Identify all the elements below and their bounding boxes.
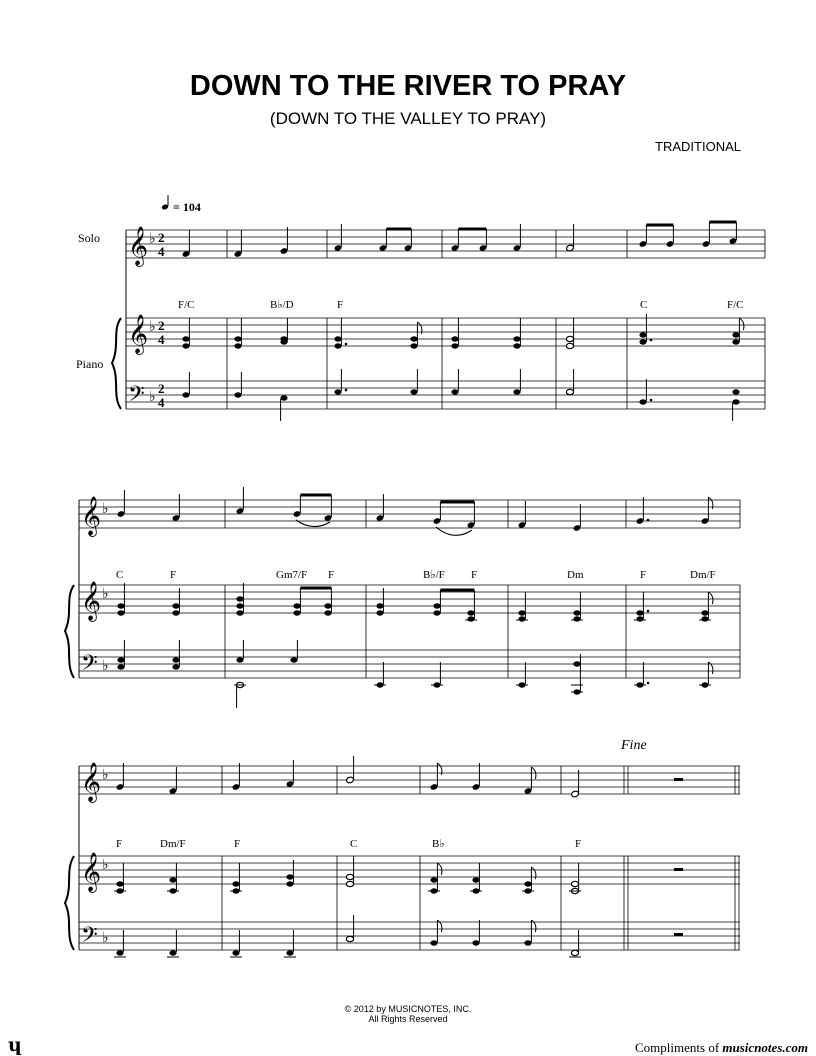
- chord-symbols: [116, 569, 716, 581]
- flat-key-icon: ♭: [102, 858, 109, 873]
- chord-symbol: B♭/F: [423, 569, 445, 581]
- song-title: DOWN TO THE RIVER TO PRAY: [189, 70, 627, 102]
- piano-bass-staff: [126, 381, 765, 409]
- svg-text:2: 2: [158, 230, 165, 245]
- chord-symbol: Gm7/F: [276, 569, 308, 581]
- piano-treble-notes: [117, 583, 713, 622]
- chord-symbol: F: [116, 838, 123, 850]
- chord-symbol: B♭: [432, 838, 445, 850]
- treble-clef-icon: 𝄞: [81, 764, 102, 801]
- compliments-prefix: Compliments of: [635, 1040, 723, 1055]
- grand-staff-brace: [65, 856, 74, 950]
- flat-key-icon: ♭: [102, 659, 109, 674]
- svg-text:2: 2: [158, 381, 165, 396]
- compliments-site: musicnotes.com: [722, 1040, 808, 1055]
- bass-clef-icon: 𝄢: [128, 382, 145, 411]
- barlines: [227, 230, 765, 409]
- svg-text:2: 2: [158, 318, 165, 333]
- chord-symbol: F: [471, 569, 478, 581]
- half-rest-icon: [674, 778, 683, 781]
- solo-label: Solo: [78, 231, 101, 245]
- svg-text:4: 4: [158, 395, 165, 410]
- half-rest-icon: [674, 868, 683, 871]
- piano-bass-staff: [79, 650, 740, 678]
- treble-clef-icon: 𝄞: [81, 583, 102, 620]
- grand-staff-brace: [65, 585, 74, 678]
- piano-treble-notes: [182, 314, 744, 349]
- bass-clef-icon: 𝄢: [81, 651, 98, 680]
- system-1: [112, 222, 765, 421]
- piano-label: Piano: [76, 357, 104, 371]
- piano-treble-staff: [126, 318, 765, 346]
- chord-symbol: F: [328, 569, 335, 581]
- bass-clef-icon: 𝄢: [81, 923, 98, 952]
- chord-symbol: C: [116, 569, 124, 581]
- musicnotes-logo-icon: ɥ: [8, 1034, 22, 1056]
- grand-staff-brace: [112, 318, 121, 409]
- chord-symbol: F: [575, 838, 582, 850]
- flat-key-icon: ♭: [149, 390, 156, 405]
- treble-clef-icon: 𝄞: [128, 316, 149, 353]
- chord-symbol: Dm/F: [160, 838, 186, 850]
- flat-key-icon: ♭: [102, 768, 109, 783]
- chord-symbol: C: [350, 838, 358, 850]
- solo-notes: [182, 222, 738, 258]
- system-3: [65, 738, 740, 957]
- fine-marking: Fine: [621, 738, 647, 753]
- solo-staff: [79, 766, 740, 794]
- half-rest-icon: [674, 933, 683, 936]
- chord-symbol: F/C: [727, 299, 744, 311]
- chord-symbol: B♭/D: [270, 299, 294, 311]
- chord-symbol: F: [337, 299, 344, 311]
- chord-symbol: F/C: [178, 299, 195, 311]
- copyright-line: © 2012 by MUSICNOTES, INC.: [344, 1004, 472, 1014]
- system-2: [65, 487, 740, 708]
- treble-clef-icon: 𝄞: [128, 228, 149, 265]
- flat-key-icon: ♭: [102, 931, 109, 946]
- copyright-notice: [0, 1004, 816, 1024]
- chord-symbol: C: [640, 299, 648, 311]
- piano-treble-staff: [79, 585, 740, 613]
- flat-key-icon: ♭: [102, 587, 109, 602]
- chord-symbol: Dm: [567, 569, 584, 581]
- chord-symbols: [178, 299, 744, 311]
- song-subtitle: (DOWN TO THE VALLEY TO PRAY): [269, 109, 547, 128]
- tempo-value: = 104: [173, 200, 201, 214]
- flat-key-icon: ♭: [102, 502, 109, 517]
- time-signature: [158, 230, 165, 410]
- chord-symbol: Dm/F: [690, 569, 716, 581]
- treble-clef-icon: 𝄞: [81, 498, 102, 535]
- svg-text:4: 4: [158, 244, 165, 259]
- compliments-credit: [635, 1040, 808, 1056]
- chord-symbols: [116, 838, 581, 850]
- solo-staff: [79, 500, 740, 528]
- flat-key-icon: ♭: [149, 232, 156, 247]
- chord-symbol: F: [234, 838, 241, 850]
- rights-line: All Rights Reserved: [368, 1014, 448, 1024]
- chord-symbol: F: [640, 569, 647, 581]
- piano-treble-notes: [114, 856, 683, 894]
- piano-treble-staff: [79, 856, 740, 884]
- composer-credit: TRADITIONAL: [655, 139, 741, 154]
- piano-bass-staff: [79, 922, 740, 950]
- flat-key-icon: ♭: [149, 320, 156, 335]
- treble-clef-icon: 𝄞: [81, 854, 102, 891]
- chord-symbol: F: [170, 569, 177, 581]
- solo-notes: [116, 756, 683, 798]
- tempo-marking: [161, 195, 201, 214]
- svg-text:4: 4: [158, 332, 165, 347]
